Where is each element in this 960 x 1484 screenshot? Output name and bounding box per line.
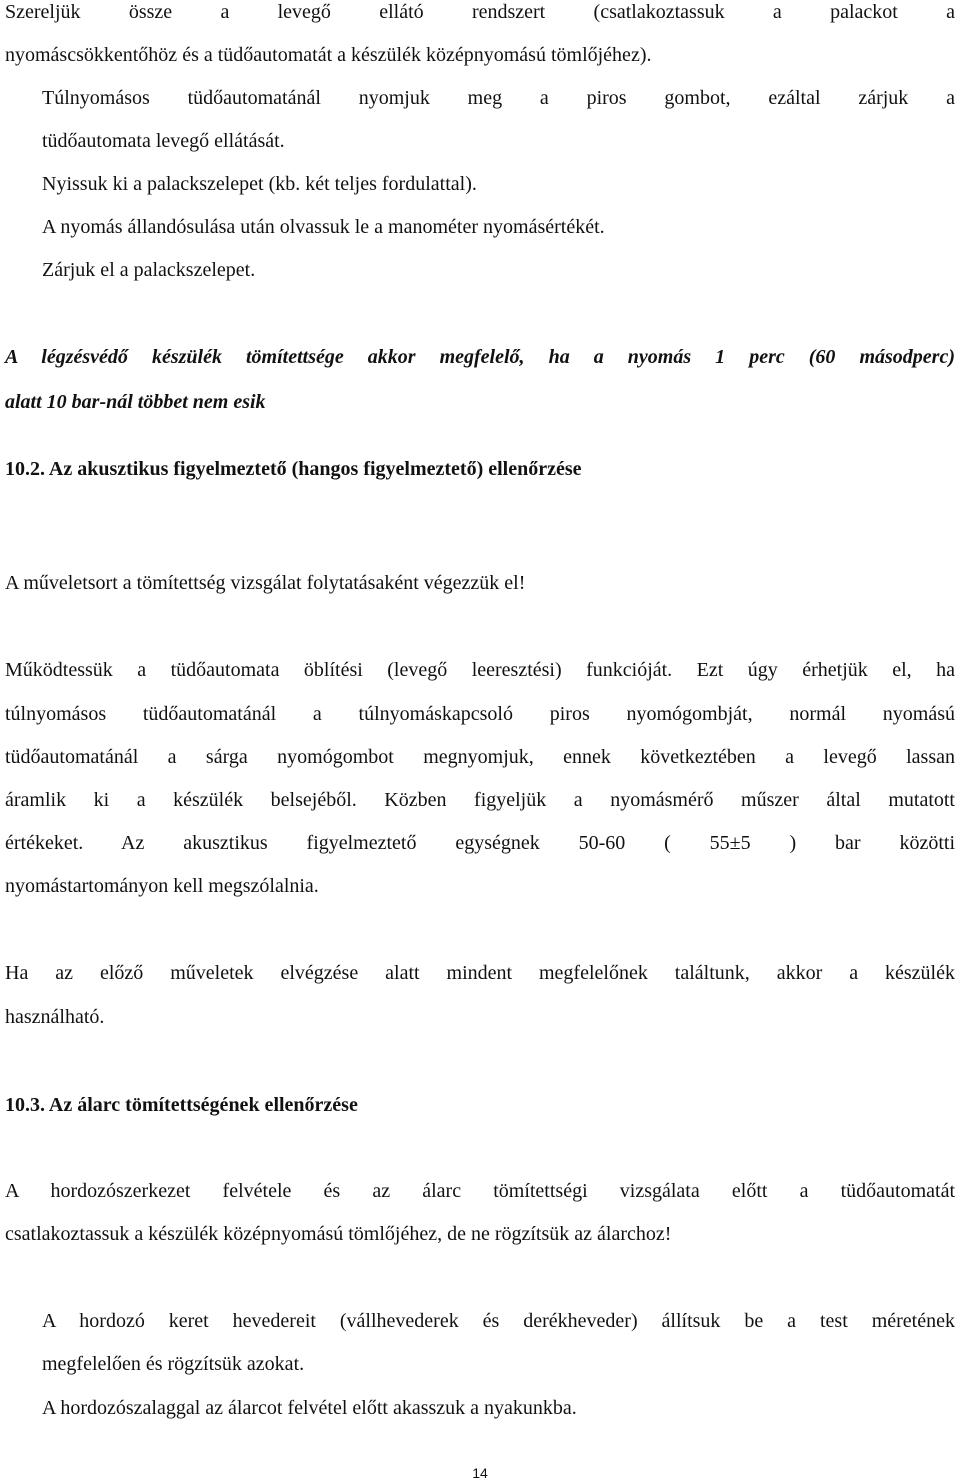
text-line: túlnyomásos tüdőautomatánál a túlnyomáskapcsoló piros nyomógombját, normál nyomású	[5, 703, 955, 725]
text-line: A hordozó keret hevedereit (vállhevederek és derékheveder) állítsuk be a test méretének	[42, 1310, 955, 1332]
text-line: használható.	[5, 1006, 105, 1028]
text-line: csatlakoztassuk a készülék középnyomású tömlőjéhez, de ne rögzítsük az álarchoz!	[5, 1223, 672, 1245]
text-line: A hordozószerkezet felvétele és az álarc tömítettségi vizsgálata előtt a tüdőautomatát	[5, 1180, 955, 1202]
text-line: tüdőautomata levegő ellátását.	[42, 130, 285, 152]
page-number: 14	[472, 1465, 488, 1481]
text-line: A hordozószalaggal az álarcot felvétel előtt akasszuk a nyakunkba.	[42, 1397, 577, 1419]
section-heading-10-3: 10.3. Az álarc tömítettségének ellenőrzése	[5, 1094, 358, 1116]
note-line: A légzésvédő készülék tömítettsége akkor megfelelő, ha a nyomás 1 perc (60 másodperc)	[5, 346, 955, 368]
section-heading-10-2: 10.2. Az akusztikus figyelmeztető (hangos figyelmeztető) ellenőrzése	[5, 458, 582, 480]
text-line: áramlik ki a készülék belsejéből. Közben figyeljük a nyomásmérő műszer által mutatott	[5, 789, 955, 811]
text-line: megfelelően és rögzítsük azokat.	[42, 1353, 305, 1375]
text-line: nyomáscsökkentőhöz és a tüdőautomatát a készülék középnyomású tömlőjéhez).	[5, 44, 652, 66]
text-line: A nyomás állandósulása után olvassuk le a manométer nyomásértékét.	[42, 216, 605, 238]
text-line: értékeket. Az akusztikus figyelmeztető egységnek 50-60 ( 55±5 ) bar közötti	[5, 832, 955, 854]
text-line: Nyissuk ki a palackszelepet (kb. két teljes fordulattal).	[42, 173, 477, 195]
text-line: Zárjuk el a palackszelepet.	[42, 259, 256, 281]
text-line: nyomástartományon kell megszólalnia.	[5, 875, 319, 897]
text-line: A műveletsort a tömítettség vizsgálat folytatásaként végezzük el!	[5, 572, 526, 594]
text-line: Szereljük össze a levegő ellátó rendszert (csatlakoztassuk a palackot a	[5, 1, 955, 23]
text-line: Működtessük a tüdőautomata öblítési (levegő leeresztési) funkcióját. Ezt úgy érhetjük el, ha	[5, 659, 955, 681]
text-line: tüdőautomatánál a sárga nyomógombot megnyomjuk, ennek következtében a levegő lassan	[5, 746, 955, 768]
text-line: Ha az előző műveletek elvégzése alatt mindent megfelelőnek találtunk, akkor a készülék	[5, 962, 955, 984]
note-line: alatt 10 bar-nál többet nem esik	[5, 391, 266, 413]
text-line: Túlnyomásos tüdőautomatánál nyomjuk meg a piros gombot, ezáltal zárjuk a	[42, 87, 955, 109]
